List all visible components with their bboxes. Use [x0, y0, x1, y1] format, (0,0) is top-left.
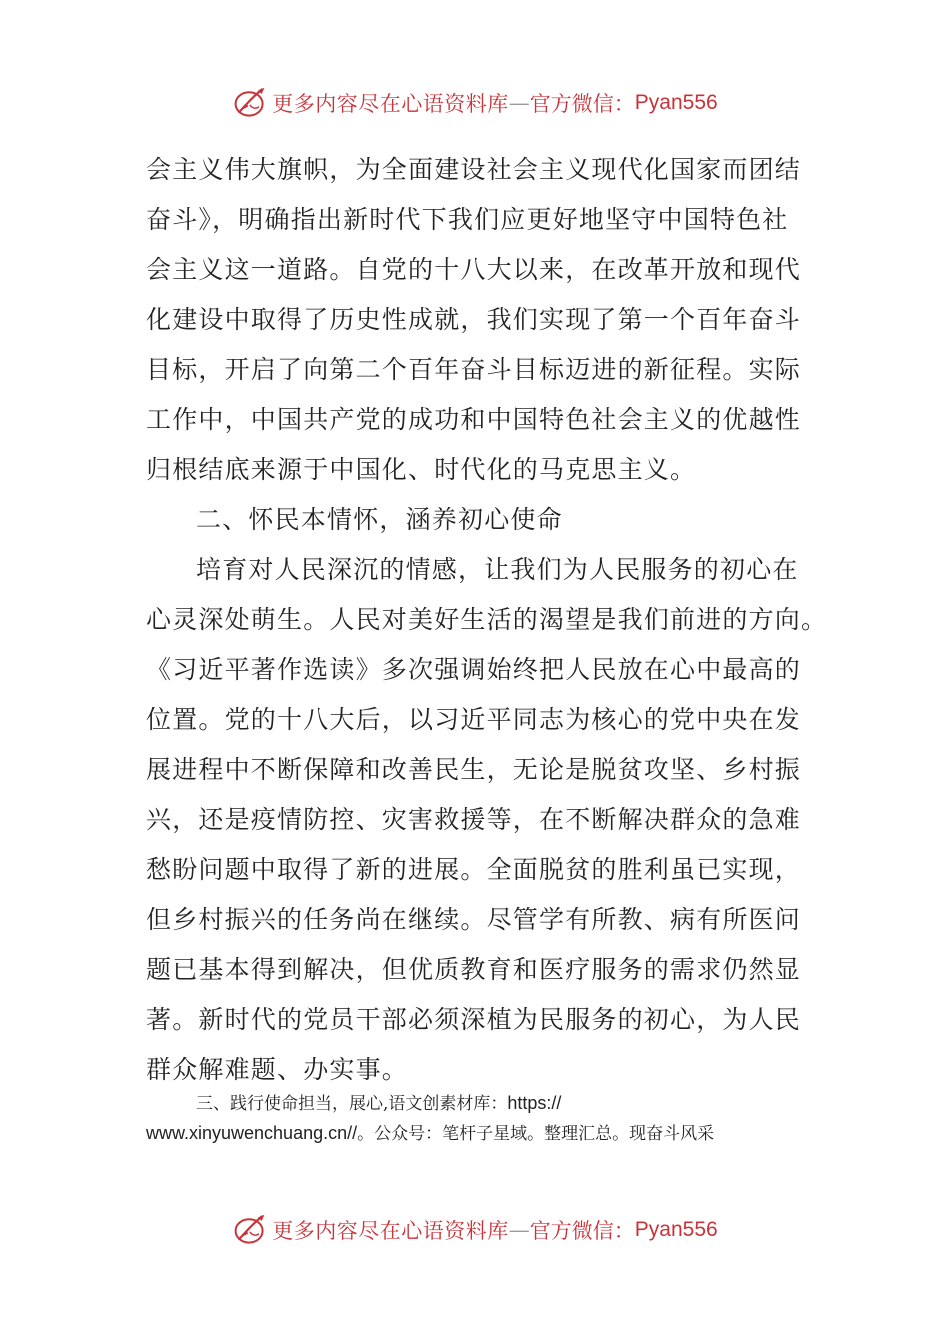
footer-banner — [0, 1210, 950, 1250]
footer-wechat-id: Pyan556 — [634, 1218, 718, 1241]
body-line: 著。新时代的党员干部必须深植为民服务的初心，为人民 — [146, 1005, 802, 1034]
body-line: 群众解难题、办实事。 — [146, 1055, 409, 1084]
source-url-start: https:// — [507, 1093, 562, 1113]
body-line: 培育对人民深沉的情感，让我们为人民服务的初心在 — [196, 555, 799, 584]
body-line: 题已基本得到解决，但优质教育和医疗服务的需求仍然显 — [146, 955, 802, 984]
body-line: 目标，开启了向第二个百年奋斗目标迈进的新征程。实际 — [146, 355, 802, 384]
pen-circle-logo-icon — [232, 1212, 268, 1248]
body-line: 位置。党的十八大后，以习近平同志为核心的党中央在发 — [146, 705, 802, 734]
header-separator: — — [508, 91, 530, 115]
section-heading: 二、怀民本情怀，涵养初心使命 — [196, 505, 563, 534]
body-line: 展进程中不断保障和改善民生，无论是脱贫攻坚、乡村振 — [146, 755, 802, 784]
body-line: 愁盼问题中取得了新的进展。全面脱贫的胜利虽已实现， — [146, 855, 802, 884]
body-line: 《习近平著作选读》多次强调始终把人民放在心中最高的 — [146, 655, 802, 684]
source-note-tail: 。公众号：笔杆子星域。整理汇总。现奋斗风采 — [357, 1124, 715, 1144]
footer-wechat-label: 官方微信： — [529, 1219, 635, 1243]
source-note — [146, 1088, 806, 1148]
body-line: 心灵深处萌生。人民对美好生活的渴望是我们前进的方向。 — [146, 605, 828, 634]
header-wechat-label: 官方微信： — [529, 92, 635, 116]
document-body — [146, 145, 828, 1095]
body-line: 奋斗》，明确指出新时代下我们应更好地坚守中国特色社 — [146, 205, 789, 234]
body-line: 会主义这一道路。自党的十八大以来，在改革开放和现代 — [146, 255, 802, 284]
footer-brand: 更多内容尽在心语资料库 — [272, 1219, 509, 1243]
source-url: www.xinyuwenchuang.cn// — [146, 1123, 358, 1143]
body-line: 工作中，中国共产党的成功和中国特色社会主义的优越性 — [146, 405, 802, 434]
body-line: 兴，还是疫情防控、灾害救援等，在不断解决群众的急难 — [146, 805, 802, 834]
source-note-line-1 — [146, 1088, 806, 1118]
source-note-line-2 — [146, 1118, 806, 1148]
header-wechat-id: Pyan556 — [634, 91, 718, 114]
body-line: 但乡村振兴的任务尚在继续。尽管学有所教、病有所医问 — [146, 905, 802, 934]
footer-separator: — — [508, 1218, 530, 1242]
source-note-heading: 三、践行使命担当，展心,语文创素材库： — [196, 1094, 508, 1114]
header-brand: 更多内容尽在心语资料库 — [272, 92, 509, 116]
header-banner — [0, 83, 950, 123]
pen-circle-logo-icon — [232, 85, 268, 121]
body-line: 化建设中取得了历史性成就，我们实现了第一个百年奋斗 — [146, 305, 802, 334]
body-line: 会主义伟大旗帜，为全面建设社会主义现代化国家而团结 — [146, 155, 802, 184]
body-line: 归根结底来源于中国化、时代化的马克思主义。 — [146, 455, 697, 484]
